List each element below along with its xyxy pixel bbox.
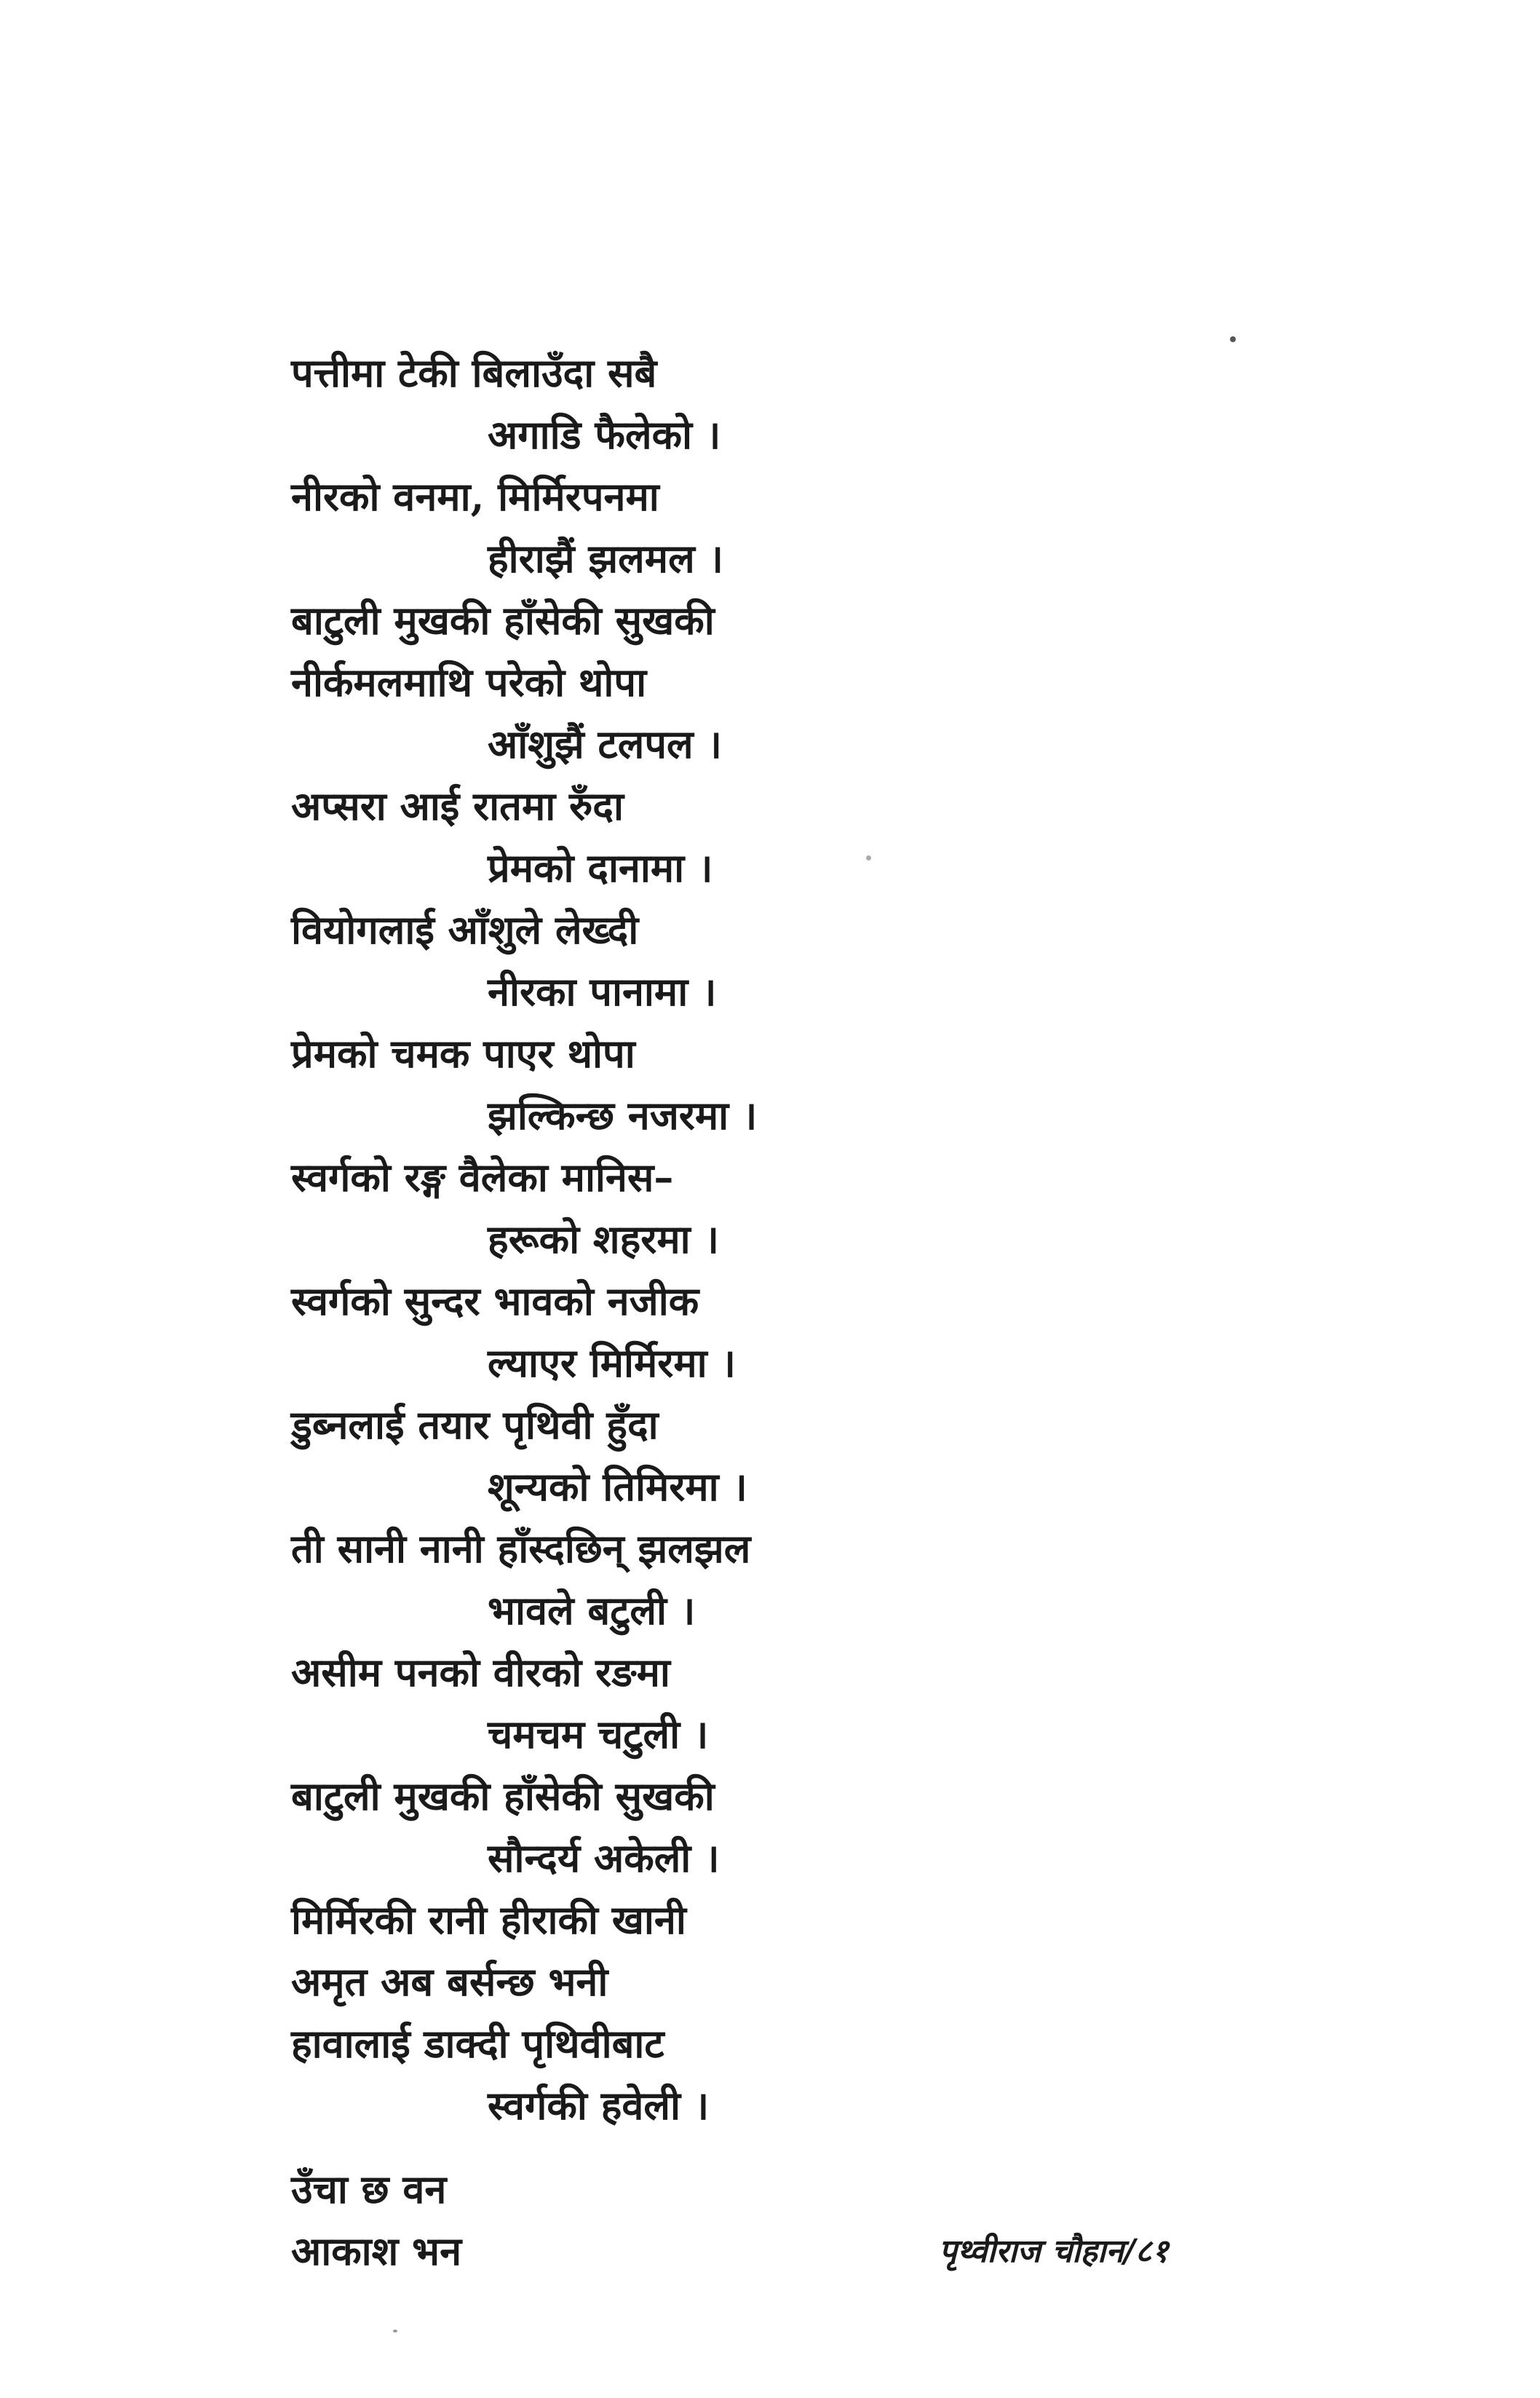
poem-line: बाटुली मुखकी हाँसेकी सुखकी <box>291 597 715 644</box>
poem-line: अप्सरा आई रातमा रुँदा <box>291 783 624 829</box>
poem-line: स्वर्गकी हवेली । <box>488 2082 710 2129</box>
poem-line: अमृत अब बर्सन्छ भनी <box>291 1958 608 2005</box>
poem-line: हावालाई डाक्दी पृथिवीबाट <box>291 2020 664 2067</box>
scan-speck <box>1230 336 1236 342</box>
poem-body <box>291 342 1310 2282</box>
stanza-gap <box>291 2137 1310 2158</box>
poem-line: पत्तीमा टेकी बिलाउँदा सबै <box>291 349 657 396</box>
poem-line: वियोगलाई आँशुले लेख्दी <box>291 906 639 953</box>
poem-line: शून्यको तिमिरमा । <box>488 1463 747 1510</box>
poem-line: स्वर्गको सुन्दर भावको नजीक <box>291 1278 699 1324</box>
poem-line: नीर्कमलमाथि परेको थोपा <box>291 659 647 705</box>
page-footer: पृथ्वीराज चौहान/८१ <box>939 2233 1169 2270</box>
scan-speck <box>393 2330 397 2332</box>
poem-line: डुब्नलाई तयार पृथिवी हुँदा <box>291 1401 659 1448</box>
poem-line: ल्याएर मिर्मिरमा । <box>488 1340 736 1386</box>
poem-line: झल्किन्छ नजरमा । <box>488 1092 758 1139</box>
poem-line: ती सानी नानी हाँस्दछिन् झलझल <box>291 1525 751 1572</box>
poem-line: बाटुली मुखकी हाँसेकी सुखकी <box>291 1773 715 1819</box>
poem-line: प्रेमको दानामा । <box>488 844 713 891</box>
poem-line: भावले बटुली । <box>488 1587 696 1634</box>
poem-line: आँशुझैं टलपल । <box>488 721 722 767</box>
poem-line: स्वर्गको रङ्ग वैलेका मानिस– <box>291 1154 674 1200</box>
poem-closing-line: उँचा छ वन <box>291 2166 447 2212</box>
poem-line: नीरको वनमा, मिर्मिरपनमा <box>291 473 659 520</box>
poem-line: हीराझैं झलमल । <box>488 535 723 582</box>
poem-line: असीम पनको वीरको रङमा <box>291 1649 670 1695</box>
poem-closing-line: आकाश भन <box>291 2228 462 2274</box>
poem-line: प्रेमको चमक पाएर थोपा <box>291 1030 635 1077</box>
poem-line: नीरका पानामा । <box>488 968 717 1015</box>
poem-line: चमचम चटुली । <box>488 1711 709 1757</box>
poem-line: मिर्मिरकी रानी हीराकी खानी <box>291 1896 686 1943</box>
poem-line: हरूको शहरमा । <box>488 1216 719 1262</box>
poem-line: अगाडि फैलेको । <box>488 411 721 458</box>
poem-line: सौन्दर्य अकेली । <box>488 1835 720 1881</box>
